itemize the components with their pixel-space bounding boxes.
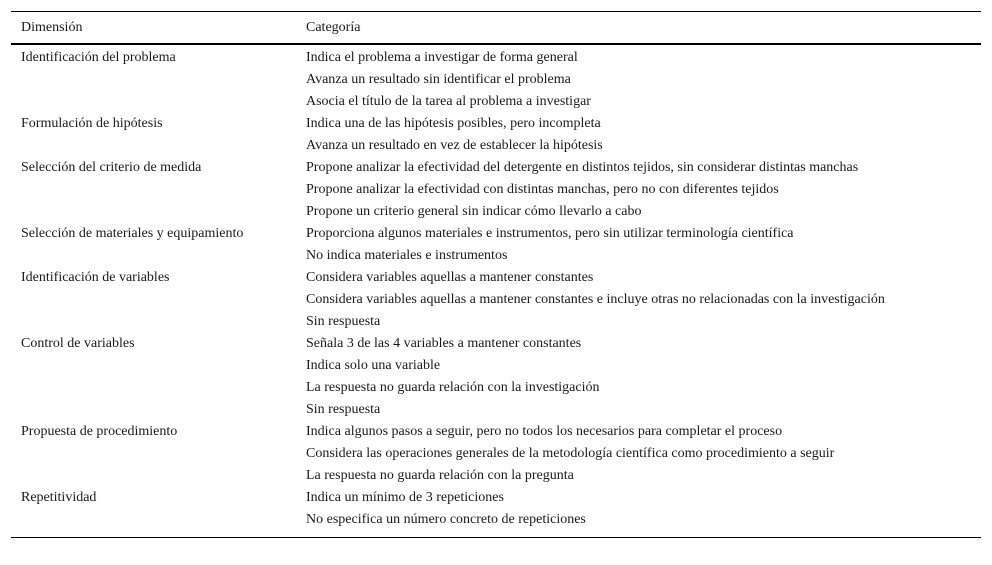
category-cell: Considera las operaciones generales de la metodología científica como procedimiento a seguir xyxy=(306,446,835,461)
category-list xyxy=(296,267,981,333)
category-cell: No especifica un número concreto de repeticiones xyxy=(306,512,586,527)
category-cell: La respuesta no guarda relación con la pregunta xyxy=(306,468,574,483)
dimension-cell: Formulación de hipótesis xyxy=(21,116,163,131)
category-list xyxy=(296,421,981,487)
category-cell: Sin respuesta xyxy=(306,402,381,417)
dimension-cell: Repetitividad xyxy=(21,490,97,505)
category-cell: Indica algunos pasos a seguir, pero no todos los necesarios para completar el proceso xyxy=(306,424,783,439)
category-cell: Propone analizar la efectividad del detergente en distintos tejidos, sin considerar distintas manchas xyxy=(306,160,859,175)
category-cell: Asocia el título de la tarea al problema a investigar xyxy=(306,94,591,109)
header-dimension: Dimensión xyxy=(21,20,83,35)
dimension-cell: Selección de materiales y equipamiento xyxy=(21,226,244,241)
table-row xyxy=(11,267,981,333)
category-list xyxy=(296,157,981,223)
header-category: Categoría xyxy=(306,20,361,35)
category-cell: Avanza un resultado sin identificar el problema xyxy=(306,72,571,87)
category-list xyxy=(296,487,981,531)
category-cell: Indica un mínimo de 3 repeticiones xyxy=(306,490,504,505)
table-bottom-rule xyxy=(11,537,981,538)
category-cell: Propone un criterio general sin indicar cómo llevarlo a cabo xyxy=(306,204,642,219)
category-cell: Proporciona algunos materiales e instrumentos, pero sin utilizar terminología científica xyxy=(306,226,794,241)
table-row xyxy=(11,113,981,157)
category-list xyxy=(296,113,981,157)
category-cell: Sin respuesta xyxy=(306,314,381,329)
table-body xyxy=(11,45,981,531)
table-row xyxy=(11,421,981,487)
category-cell: No indica materiales e instrumentos xyxy=(306,248,508,263)
category-cell: Indica una de las hipótesis posibles, pero incompleta xyxy=(306,116,601,131)
category-cell: Indica solo una variable xyxy=(306,358,441,373)
dimension-cell: Control de variables xyxy=(21,336,135,351)
table-row xyxy=(11,333,981,421)
dimension-cell: Identificación del problema xyxy=(21,50,176,65)
category-cell: Indica el problema a investigar de forma general xyxy=(306,50,578,65)
category-list xyxy=(296,223,981,267)
table-row xyxy=(11,223,981,267)
rubric-table xyxy=(11,11,981,538)
category-cell: La respuesta no guarda relación con la investigación xyxy=(306,380,600,395)
category-cell: Señala 3 de las 4 variables a mantener constantes xyxy=(306,336,582,351)
category-cell: Considera variables aquellas a mantener constantes e incluye otras no relacionadas con la investigación xyxy=(306,292,885,307)
category-list xyxy=(296,333,981,421)
category-list xyxy=(296,47,981,113)
table-header-row xyxy=(11,12,981,43)
table-row xyxy=(11,487,981,531)
dimension-cell: Selección del criterio de medida xyxy=(21,160,202,175)
category-cell: Considera variables aquellas a mantener constantes xyxy=(306,270,594,285)
table-row xyxy=(11,47,981,113)
dimension-cell: Identificación de variables xyxy=(21,270,170,285)
category-cell: Propone analizar la efectividad con distintas manchas, pero no con diferentes tejidos xyxy=(306,182,779,197)
table-row xyxy=(11,157,981,223)
category-cell: Avanza un resultado en vez de establecer la hipótesis xyxy=(306,138,603,153)
dimension-cell: Propuesta de procedimiento xyxy=(21,424,178,439)
